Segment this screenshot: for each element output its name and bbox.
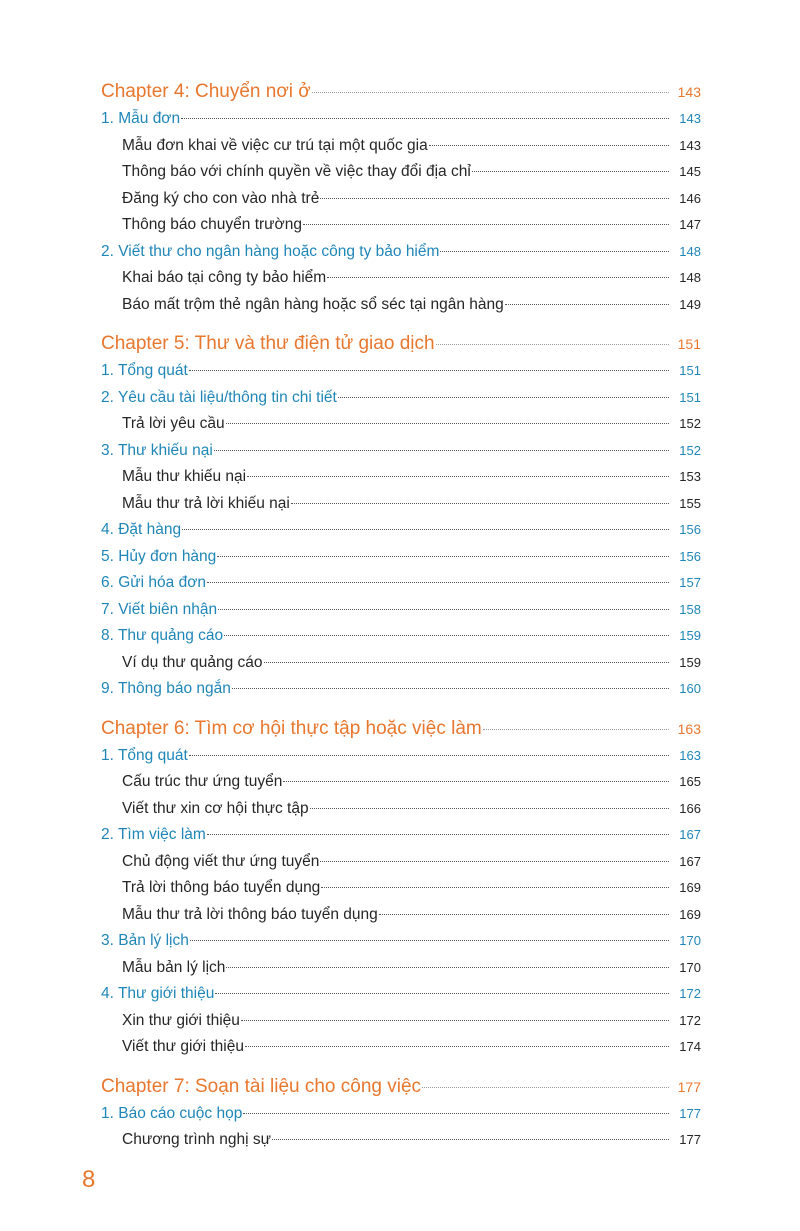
toc-section-title: 2. Yêu cầu tài liệu/thông tin chi tiết: [101, 388, 337, 406]
toc-section-title: 2. Tìm việc làm: [101, 826, 206, 843]
toc-section-page: 157: [679, 575, 701, 590]
toc-subentry-title: Mẫu thư trả lời thông báo tuyển dụng: [122, 905, 378, 923]
dot-leader: [243, 1113, 669, 1114]
toc-subentry-title: Chủ động viết thư ứng tuyển: [122, 852, 320, 870]
dot-leader: [321, 887, 669, 888]
toc-subentry-title: Khai báo tại công ty bảo hiểm: [122, 269, 327, 286]
toc-section: [101, 438, 701, 465]
toc-subentry: [101, 902, 701, 929]
dot-leader: [226, 423, 669, 424]
toc-subentry-page: 169: [679, 880, 701, 895]
chapter-heading: [101, 1073, 701, 1101]
dot-leader: [291, 503, 669, 504]
toc-subentry: [101, 292, 701, 319]
toc-subentry-title: Cấu trúc thư ứng tuyển: [122, 773, 283, 790]
dot-leader: [472, 171, 669, 172]
toc-section: [101, 106, 701, 133]
toc-subentry-title: Viết thư xin cơ hội thực tập: [122, 799, 309, 817]
toc-subentry: [101, 133, 701, 160]
toc-section-title: 4. Đặt hàng: [101, 521, 182, 538]
dot-leader: [215, 993, 669, 994]
dot-leader: [505, 304, 669, 305]
chapter-heading-page: 177: [677, 1078, 701, 1095]
dot-leader: [320, 198, 669, 199]
toc-section-title: 6. Gửi hóa đơn: [101, 574, 206, 591]
toc-section-page: 170: [679, 933, 701, 948]
toc-subentry: [101, 159, 701, 186]
toc-section: [101, 822, 701, 849]
toc-section: [101, 239, 701, 266]
toc-subentry-page: 145: [679, 164, 701, 179]
toc-section-title: 1. Tổng quát: [101, 362, 188, 379]
toc-subentry: [101, 186, 701, 213]
toc-section-page: 152: [679, 442, 701, 458]
dot-leader: [218, 609, 669, 610]
toc-subentry-page: 170: [679, 959, 701, 975]
toc-section: [101, 981, 701, 1008]
toc-subentry-title: Đăng ký cho con vào nhà trẻ: [122, 189, 320, 207]
toc-section-title: 5. Hủy đơn hàng: [101, 547, 217, 565]
dot-leader: [207, 834, 669, 835]
chapter-heading-page: 163: [677, 720, 701, 737]
toc-subentry-page: 143: [679, 137, 701, 153]
toc-section-page: 167: [679, 827, 701, 842]
toc-subentry-page: 172: [679, 1012, 701, 1028]
toc-subentry: [101, 1127, 701, 1154]
toc-subentry-title: Báo mất trộm thẻ ngân hàng hoặc sổ séc tại ngân hàng: [122, 295, 504, 313]
chapter-heading-title: Chapter 5: Thư và thư điện tử giao dịch: [101, 333, 435, 354]
toc-subentry: [101, 491, 701, 518]
dot-leader: [189, 755, 669, 756]
toc-section-page: 151: [679, 363, 701, 378]
toc-section-page: 143: [679, 111, 701, 126]
toc-subentry: [101, 411, 701, 438]
toc-section-page: 151: [679, 389, 701, 405]
toc-section-page: 177: [679, 1105, 701, 1121]
toc-subentry: [101, 212, 701, 239]
toc-section-title: 1. Tổng quát: [101, 746, 188, 764]
toc-subentry-page: 177: [679, 1132, 701, 1147]
toc-section-page: 156: [679, 522, 701, 537]
toc-section: [101, 676, 701, 703]
dot-leader: [247, 476, 669, 477]
chapter-heading: [101, 330, 701, 358]
toc-section: [101, 517, 701, 544]
toc-section: [101, 1101, 701, 1128]
chapter-heading-title: Chapter 4: Chuyển nơi ở: [101, 81, 311, 102]
toc-section-page: 156: [679, 548, 701, 564]
toc-section: [101, 544, 701, 571]
dot-leader: [189, 370, 669, 371]
toc-subentry: [101, 849, 701, 876]
table-of-contents: [101, 78, 701, 1154]
toc-section-page: 163: [679, 747, 701, 763]
dot-leader: [232, 688, 669, 689]
dot-leader: [422, 1087, 669, 1088]
toc-section-title: 2. Viết thư cho ngân hàng hoặc công ty bảo hiểm: [101, 242, 440, 260]
toc-section-title: 9. Thông báo ngắn: [101, 680, 231, 697]
dot-leader: [338, 397, 669, 398]
chapter-heading: [101, 715, 701, 743]
dot-leader: [320, 861, 669, 862]
chapter-heading-title: Chapter 6: Tìm cơ hội thực tập hoặc việc làm: [101, 717, 482, 739]
toc-section-title: 4. Thư giới thiệu: [101, 985, 215, 1002]
toc-subentry-page: 152: [679, 416, 701, 431]
toc-subentry: [101, 769, 701, 796]
chapter-heading-title: Chapter 7: Soạn tài liệu cho công việc: [101, 1075, 422, 1097]
dot-leader: [440, 251, 669, 252]
dot-leader: [190, 940, 669, 941]
toc-subentry: [101, 955, 701, 982]
toc-section-title: 7. Viết biên nhận: [101, 600, 218, 618]
toc-section: [101, 623, 701, 650]
dot-leader: [214, 450, 669, 451]
toc-subentry: [101, 464, 701, 491]
toc-subentry: [101, 1008, 701, 1035]
toc-subentry-page: 148: [679, 270, 701, 285]
toc-subentry: [101, 796, 701, 823]
toc-subentry-title: Mẫu thư trả lời khiếu nại: [122, 494, 290, 512]
toc-section: [101, 358, 701, 385]
toc-subentry-page: 147: [679, 217, 701, 232]
toc-section-title: 8. Thư quảng cáo: [101, 627, 224, 644]
toc-section-title: 3. Thư khiếu nại: [101, 441, 213, 459]
toc-subentry-page: 165: [679, 774, 701, 789]
toc-subentry-page: 174: [679, 1039, 701, 1054]
toc-section-page: 172: [679, 986, 701, 1001]
toc-subentry-page: 153: [679, 469, 701, 484]
dot-leader: [245, 1046, 669, 1047]
toc-section: [101, 570, 701, 597]
chapter-heading-page: 151: [677, 336, 701, 352]
toc-section-page: 160: [679, 681, 701, 696]
dot-leader: [312, 92, 669, 93]
toc-section-page: 159: [679, 628, 701, 643]
toc-section-title: 3. Bản lý lịch: [101, 932, 189, 949]
toc-section-title: 1. Báo cáo cuộc họp: [101, 1104, 243, 1122]
toc-subentry-title: Chương trình nghị sự: [122, 1131, 271, 1148]
toc-subentry: [101, 875, 701, 902]
toc-subentry-title: Mẫu thư khiếu nại: [122, 468, 247, 485]
toc-section-title: 1. Mẫu đơn: [101, 110, 181, 127]
dot-leader: [182, 529, 669, 530]
toc-section: [101, 928, 701, 955]
dot-leader: [483, 729, 669, 730]
chapter-heading: [101, 78, 701, 106]
toc-subentry-page: 166: [679, 800, 701, 816]
dot-leader: [264, 662, 669, 663]
dot-leader: [241, 1020, 669, 1021]
dot-leader: [181, 118, 669, 119]
toc-subentry-title: Trả lời thông báo tuyển dụng: [122, 879, 321, 896]
dot-leader: [327, 277, 669, 278]
dot-leader: [207, 582, 669, 583]
toc-subentry-page: 167: [679, 853, 701, 869]
page-number: 8: [82, 1166, 96, 1193]
toc-subentry-page: 146: [679, 190, 701, 206]
dot-leader: [303, 224, 669, 225]
toc-subentry-page: 169: [679, 906, 701, 922]
toc-subentry-title: Mẫu bản lý lịch: [122, 958, 226, 976]
toc-subentry-title: Trả lời yêu cầu: [122, 415, 225, 432]
toc-subentry: [101, 1034, 701, 1061]
toc-section: [101, 385, 701, 412]
toc-subentry-title: Thông báo chuyển trường: [122, 216, 302, 233]
dot-leader: [226, 967, 669, 968]
dot-leader: [310, 808, 669, 809]
toc-section-page: 158: [679, 601, 701, 617]
toc-section: [101, 743, 701, 770]
toc-subentry: [101, 650, 701, 677]
toc-subentry-page: 155: [679, 495, 701, 511]
toc-section: [101, 597, 701, 624]
dot-leader: [272, 1139, 669, 1140]
dot-leader: [224, 635, 669, 636]
dot-leader: [379, 914, 669, 915]
toc-subentry-title: Thông báo với chính quyền về việc thay đổi địa chỉ: [122, 163, 471, 180]
dot-leader: [217, 556, 669, 557]
toc-subentry-page: 149: [679, 296, 701, 312]
toc-subentry-title: Mẫu đơn khai về việc cư trú tại một quốc gia: [122, 136, 428, 154]
toc-subentry-title: Xin thư giới thiệu: [122, 1011, 240, 1029]
toc-subentry-title: Ví dụ thư quảng cáo: [122, 653, 263, 671]
dot-leader: [436, 344, 669, 345]
chapter-heading-page: 143: [677, 84, 701, 100]
toc-subentry-page: 159: [679, 654, 701, 670]
toc-section-page: 148: [679, 243, 701, 259]
dot-leader: [429, 145, 669, 146]
toc-subentry-title: Viết thư giới thiệu: [122, 1038, 244, 1055]
dot-leader: [283, 781, 669, 782]
toc-subentry: [101, 265, 701, 292]
